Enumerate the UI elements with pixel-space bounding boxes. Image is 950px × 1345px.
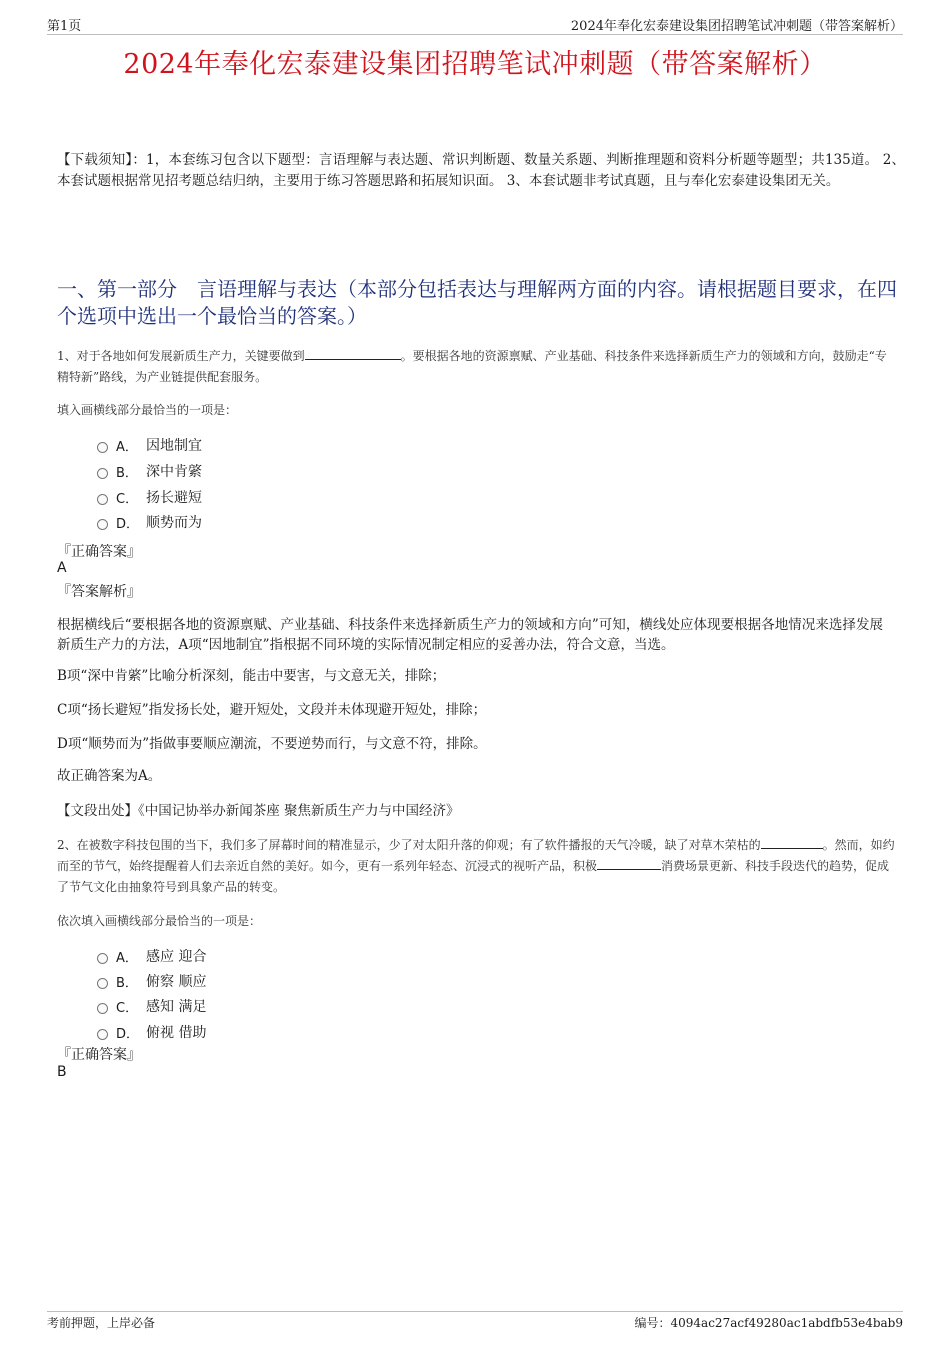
q2-stem-part2: 。然而，如约而至的节气，始终提醒着人们去亲近自然的美好。如今，更有一系列年轻态、沉浸式的视听产品，积极 bbox=[57, 838, 895, 873]
section-heading: 一、第一部分 言语理解与表达（本部分包括表达与理解两方面的内容。请根据题目要求，在四个选项中选出一个最恰当的答案。） bbox=[57, 277, 897, 328]
q1-analysis-para: B项“深中肯綮”比喻分析深刻，能击中要害，与文意无关，排除； bbox=[57, 668, 446, 684]
radio-icon[interactable] bbox=[97, 442, 108, 453]
q1-option-b[interactable]: B． 深中肯綮 bbox=[97, 460, 202, 482]
q2-answer: B bbox=[57, 1064, 67, 1080]
q1-prompt: 填入画横线部分最恰当的一项是： bbox=[57, 403, 238, 417]
q1-option-a[interactable]: A． 因地制宜 bbox=[97, 434, 202, 456]
q1-analysis-para: D项“顺势而为”指做事要顺应潮流，不要逆势而行，与文意不符，排除。 bbox=[57, 736, 487, 752]
q1-stem-after: 。要根据各地的资源禀赋、产业基础、科技条件来选择新质生产力的领域和方向，鼓励走“专精特新”路线，为产业链提供配套服务。 bbox=[57, 349, 887, 384]
download-notice: 【下载须知】：1，本套练习包含以下题型：言语理解与表达题、常识判断题、数量关系题、判断推理题和资料分析题等题型；共135道。 2、本套试题根据常见招考题总结归纳，主要用于练习答题思路和拓展知识面。 3、本套试题非考试真题，且与奉化宏泰建设集团无关。 bbox=[57, 152, 905, 189]
q2-answer-label: 『正确答案』 bbox=[57, 1047, 141, 1063]
header-divider bbox=[47, 34, 903, 35]
page-number: 第1页 bbox=[47, 19, 82, 34]
q1-source: 【文段出处】《中国记协举办新闻茶座 聚焦新质生产力与中国经济》 bbox=[57, 803, 460, 819]
fill-blank bbox=[761, 836, 823, 849]
radio-icon[interactable] bbox=[97, 468, 108, 479]
radio-icon[interactable] bbox=[97, 953, 108, 964]
fill-blank bbox=[305, 347, 401, 360]
q1-answer: A bbox=[57, 560, 67, 576]
q2-option-b[interactable]: B． 俯察 顺应 bbox=[97, 970, 206, 992]
q1-analysis-label: 『答案解析』 bbox=[57, 584, 141, 600]
radio-icon[interactable] bbox=[97, 1029, 108, 1040]
q1-analysis-para: C项“扬长避短”指发扬长处，避开短处，文段并未体现避开短处，排除； bbox=[57, 702, 487, 718]
header-doc-title: 2024年奉化宏泰建设集团招聘笔试冲刺题（带答案解析） bbox=[570, 19, 903, 34]
q1-option-c[interactable]: C． 扬长避短 bbox=[97, 486, 202, 508]
q1-option-d[interactable]: D． 顺势而为 bbox=[97, 511, 202, 533]
radio-icon[interactable] bbox=[97, 519, 108, 530]
question-1-stem bbox=[57, 346, 895, 388]
radio-icon[interactable] bbox=[97, 978, 108, 989]
q1-analysis-para: 根据横线后“要根据各地的资源禀赋、产业基础、科技条件来选择新质生产力的领域和方向”可知，横线处应体现要根据各地情况来选择发展新质生产力的方法，A项“因地制宜”指根据不同环境的实际情况制定相应的妥善办法，符合文意，当选。 bbox=[57, 617, 883, 653]
footer-slogan: 考前押题，上岸必备 bbox=[47, 1316, 156, 1330]
radio-icon[interactable] bbox=[97, 1003, 108, 1014]
q1-answer-label: 『正确答案』 bbox=[57, 544, 141, 560]
radio-icon[interactable] bbox=[97, 494, 108, 505]
q2-option-d[interactable]: D． 俯视 借助 bbox=[97, 1021, 206, 1043]
fill-blank bbox=[597, 857, 661, 870]
footer-code: 编号：4094ac27acf49280ac1abdfb53e4bab9 bbox=[634, 1316, 903, 1330]
q2-option-c[interactable]: C． 感知 满足 bbox=[97, 995, 206, 1017]
q2-prompt: 依次填入画横线部分最恰当的一项是： bbox=[57, 914, 262, 928]
page-title: 2024年奉化宏泰建设集团招聘笔试冲刺题（带答案解析） bbox=[123, 49, 827, 80]
q2-stem-part3: 消费场景更新、科技手段迭代的趋势，促成了节气文化由抽象符号到具象产品的转变。 bbox=[57, 859, 890, 894]
q2-option-a[interactable]: A． 感应 迎合 bbox=[97, 945, 206, 967]
q1-stem-before: 1、对于各地如何发展新质生产力，关键要做到 bbox=[57, 349, 305, 363]
q1-analysis-para: 故正确答案为A。 bbox=[57, 768, 162, 784]
footer-divider bbox=[47, 1311, 903, 1312]
question-2-stem bbox=[57, 835, 895, 898]
q2-stem-part1: 2、在被数字科技包围的当下，我们多了屏幕时间的精准显示，少了对太阳升落的仰观；有了软件播报的天气冷暖，缺了对草木荣枯的 bbox=[57, 838, 761, 852]
